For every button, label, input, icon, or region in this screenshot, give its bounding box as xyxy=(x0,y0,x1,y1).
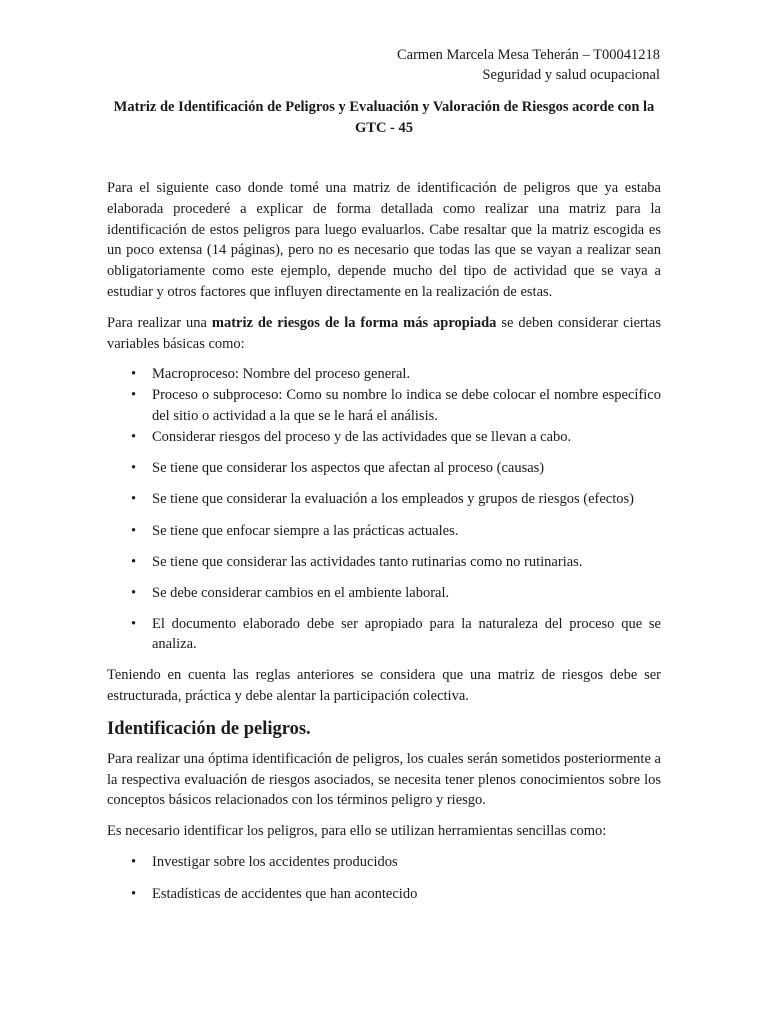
list-item: • Macroproceso: Nombre del proceso general. xyxy=(107,364,661,385)
variables-list xyxy=(107,364,661,655)
bullet-icon: • xyxy=(131,584,137,601)
course-line: Seguridad y salud ocupacional xyxy=(482,67,660,83)
section-paragraph-1: Para realizar una óptima identificación de peligros, los cuales serán sometidos posteriormente a la respectiva evaluación de riesgos asociados, se necesita tener plenos conocimientos sobre los conceptos básicos relacionados con los términos peligro y riesgo. xyxy=(107,750,661,809)
variables-intro-text: Para realizar una xyxy=(107,314,212,331)
list-item: • Estadísticas de accidentes que han acontecido xyxy=(107,884,661,905)
list-item: • Proceso o subproceso: Como su nombre lo indica se debe colocar el nombre específico del sitio o actividad a la que se le hará el análisis. xyxy=(131,387,661,424)
bullet-icon: • xyxy=(131,553,137,570)
variables-intro-text-end: se deben considerar ciertas variables básicas como: xyxy=(107,314,661,352)
section-paragraph-2: Es necesario identificar los peligros, para ello se utilizan herramientas sencillas como: xyxy=(107,823,607,840)
variables-intro-bold: matriz de riesgos de la forma más apropiada xyxy=(211,314,497,331)
list-item: • Se tiene que considerar las actividades tanto rutinarias como no rutinarias. xyxy=(107,552,661,573)
bullet-icon: • xyxy=(131,853,137,870)
document-body xyxy=(107,178,661,905)
variables-intro-paragraph xyxy=(107,313,661,355)
bullet-icon: • xyxy=(131,387,137,404)
list-item: • Se tiene que enfocar siempre a las prácticas actuales. xyxy=(107,521,661,542)
author-line: Carmen Marcela Mesa Teherán – T00041218 xyxy=(397,47,660,63)
intro-paragraph: Para el siguiente caso donde tomé una matriz de identificación de peligros que ya estaba elaborada procederé a explicar de forma detallada como realizar una matriz para la identificación de estos peligros para luego evaluarlos. Cabe resaltar que la matriz escogida es un poco extensa (14 páginas), pero no es necesario que todas las que se vayan a realizar sean obligatoriamente como este ejemplo, depende mucho del tipo de actividad que se vaya a estudiar y otros factores que influyen directamente en la realización de estas. xyxy=(107,180,661,300)
bullet-icon: • xyxy=(131,366,137,383)
tools-list xyxy=(107,852,661,905)
list-item: • Considerar riesgos del proceso y de las actividades que se llevan a cabo. xyxy=(107,427,661,448)
document-title: Matriz de Identificación de Peligros y Evaluación y Valoración de Riesgos acorde con la GTC - 45 xyxy=(113,99,655,136)
bullet-icon: • xyxy=(131,491,137,508)
section-heading: Identificación de peligros. xyxy=(107,718,311,739)
list-item: • El documento elaborado debe ser apropiado para la naturaleza del proceso que se analiza. xyxy=(131,615,661,653)
bullet-icon: • xyxy=(131,428,137,445)
conclusion-paragraph: Teniendo en cuenta las reglas anteriores se considera que una matriz de riesgos debe ser estructurada, práctica y debe alentar la participación colectiva. xyxy=(107,667,661,704)
bullet-icon: • xyxy=(131,523,137,540)
bullet-icon: • xyxy=(131,885,137,902)
list-item: • Se tiene que considerar la evaluación a los empleados y grupos de riesgos (efectos) xyxy=(107,489,661,510)
list-item: • Se tiene que considerar los aspectos que afectan al proceso (causas) xyxy=(107,458,661,479)
list-item: • Se debe considerar cambios en el ambiente laboral. xyxy=(107,583,661,604)
bullet-icon: • xyxy=(131,615,137,632)
bullet-icon: • xyxy=(131,459,137,476)
page-header xyxy=(397,45,660,85)
list-item: • Investigar sobre los accidentes producidos xyxy=(107,852,661,873)
